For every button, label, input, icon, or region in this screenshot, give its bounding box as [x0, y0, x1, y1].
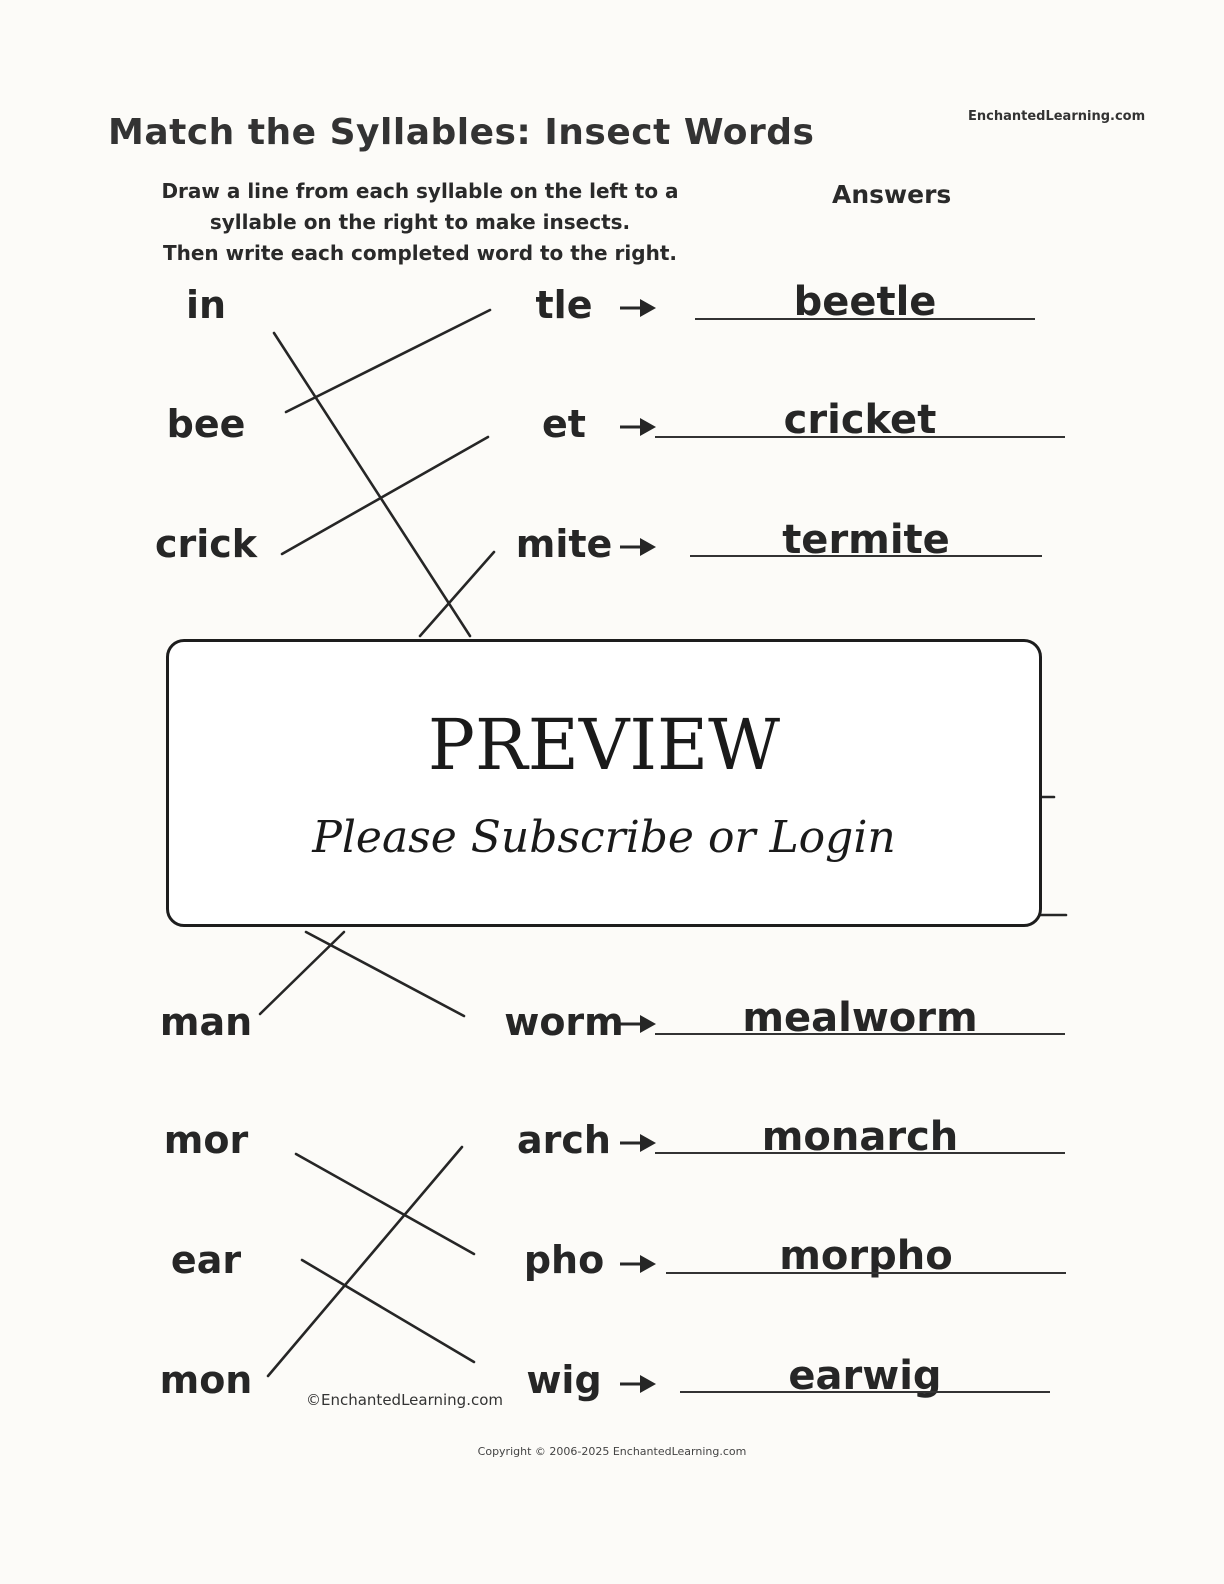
preview-title: PREVIEW — [427, 704, 781, 786]
answer-line — [655, 1152, 1065, 1154]
answer-line — [690, 555, 1042, 557]
arrow-icon — [620, 1133, 660, 1153]
left-syllable: bee — [166, 402, 246, 446]
arrow-icon — [620, 1254, 660, 1274]
left-syllable: mor — [163, 1118, 249, 1162]
left-syllable: in — [185, 283, 227, 327]
arrow-icon — [620, 1374, 660, 1394]
right-syllable: tle — [535, 283, 593, 327]
answer-word: beetle — [793, 279, 937, 325]
answer-word: mealworm — [742, 995, 978, 1041]
answer-word: monarch — [761, 1114, 959, 1160]
answer-line — [680, 1391, 1050, 1393]
right-syllable: arch — [517, 1118, 611, 1162]
answer-word: morpho — [779, 1233, 953, 1279]
answer-line — [655, 1033, 1065, 1035]
match-line — [282, 437, 488, 554]
answers-heading: Answers — [832, 180, 952, 209]
right-syllable: worm — [504, 1000, 624, 1044]
right-syllable: wig — [526, 1358, 602, 1402]
arrow-icon — [620, 1014, 660, 1034]
right-syllable: pho — [523, 1238, 605, 1282]
page-title: Match the Syllables: Insect Words — [108, 112, 815, 153]
site-name[interactable]: EnchantedLearning.com — [968, 109, 1146, 124]
instruction-line: syllable on the right to make insects. — [209, 210, 631, 234]
worksheet-credit: ©EnchantedLearning.com — [306, 1391, 503, 1409]
instruction-line: Then write each completed word to the right. — [162, 241, 677, 265]
left-syllable: crick — [154, 522, 258, 566]
subscribe-login-prompt[interactable]: Please Subscribe or Login — [312, 812, 896, 863]
instruction-line: Draw a line from each syllable on the left to a — [161, 179, 679, 203]
match-line — [302, 1260, 474, 1362]
match-line — [260, 932, 344, 1014]
match-line — [420, 552, 494, 636]
left-syllable: ear — [170, 1238, 242, 1282]
answer-word: earwig — [788, 1353, 942, 1399]
preview-overlay[interactable] — [166, 639, 1042, 927]
answer-line — [695, 318, 1035, 320]
answer-line — [655, 436, 1065, 438]
answer-word: cricket — [783, 397, 937, 443]
match-line — [274, 333, 470, 636]
right-syllable: mite — [515, 522, 613, 566]
answer-line — [666, 1272, 1066, 1274]
arrow-icon — [620, 417, 660, 437]
answer-word: termite — [782, 517, 950, 563]
arrow-icon — [620, 298, 660, 318]
arrow-icon — [620, 537, 660, 557]
right-syllable: et — [542, 402, 586, 446]
left-syllable: man — [159, 1000, 253, 1044]
match-line — [268, 1147, 462, 1376]
match-line — [286, 310, 490, 412]
left-syllable: mon — [159, 1358, 253, 1402]
copyright: Copyright © 2006-2025 EnchantedLearning.com — [477, 1445, 747, 1458]
